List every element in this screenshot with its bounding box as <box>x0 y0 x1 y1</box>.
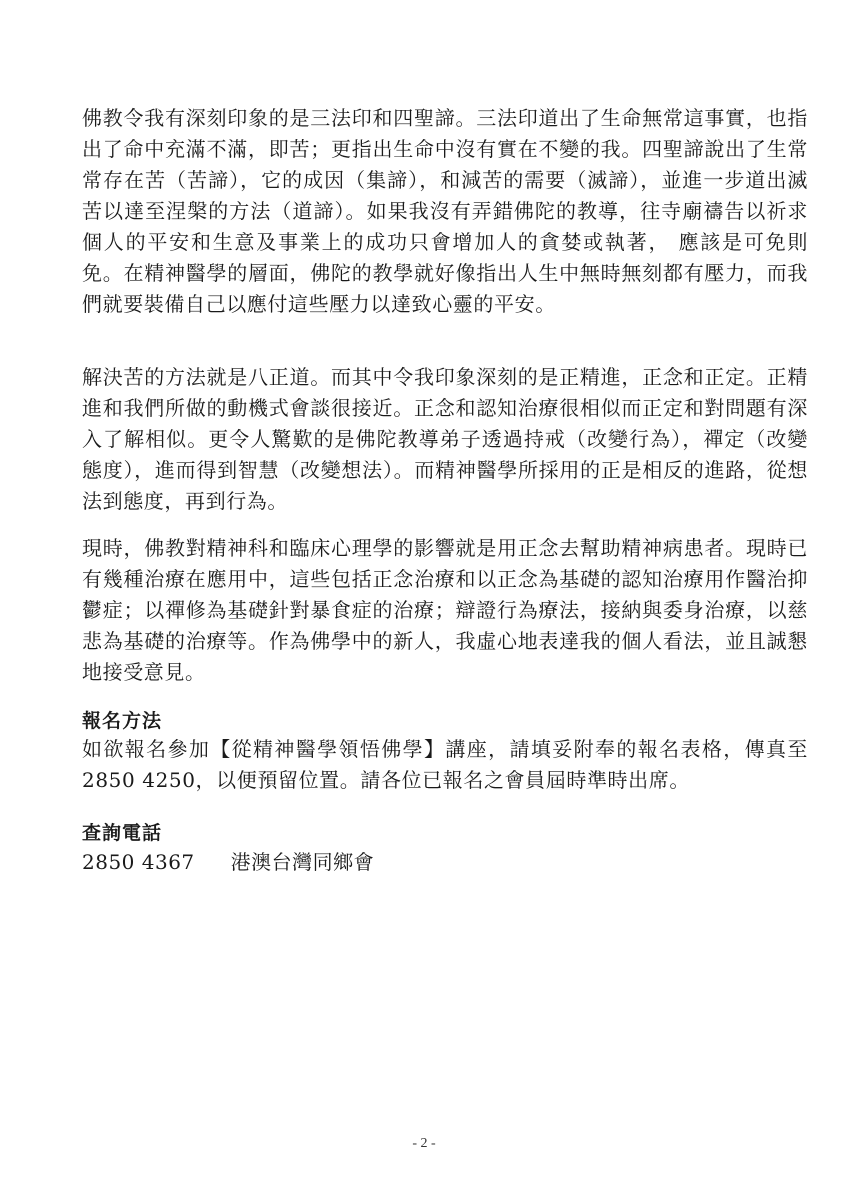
registration-body: 如欲報名參加【從精神醫學領悟佛學】講座，請填妥附奉的報名表格，傳真至2850 4250，以便預留位置。請各位已報名之會員屆時準時出席。 <box>82 737 808 792</box>
paragraph-eightfold-path: 解決苦的方法就是八正道。而其中令我印象深刻的是正精進，正念和正定。正精進和我們所做的動機式會談很接近。正念和認知治療很相似而正定和對問題有深入了解相似。更令人驚歎的是佛陀教導弟子透過持戒（改變行為），禪定（改變態度），進而得到智慧（改變想法）。而精神醫學所採用的正是相反的進路，從想法到態度，再到行為。 <box>82 365 808 513</box>
enquiry-heading: 查詢電話 <box>82 822 163 844</box>
enquiry-phone: 2850 4367 <box>82 850 195 874</box>
page-number: - 2 - <box>412 1136 436 1151</box>
enquiry-organization: 港澳台灣同鄉會 <box>230 850 375 874</box>
paragraph-three-seals-four-truths: 佛教令我有深刻印象的是三法印和四聖諦。三法印道出了生命無常這事實，也指出了命中充滿不滿，即苦；更指出生命中沒有實在不變的我。四聖諦說出了生常常存在苦（苦諦），它的成因（集諦），和減苦的需要（滅諦），並進一步道出滅苦以達至涅槃的方法（道諦）。如果我沒有弄錯佛陀的教導，往寺廟禱告以祈求個人的平安和生意及事業上的成功只會增加人的貪婪或執著， 應該是可免則免。在精神醫學的層面，佛陀的教學就好像指出人生中無時無刻都有壓力，而我們就要裝備自己以應付這些壓力以達致心靈的平安。 <box>82 106 808 316</box>
enquiry-contact-line <box>82 849 374 875</box>
registration-heading: 報名方法 <box>82 710 163 732</box>
paragraph-mindfulness-influence: 現時，佛教對精神科和臨床心理學的影響就是用正念去幫助精神病患者。現時已有幾種治療在應用中，這些包括正念治療和以正念為基礎的認知治療用作醫治抑鬱症；以禪修為基礎針對暴食症的治療；辯證行為療法，接納與委身治療，以慈悲為基礎的治療等。作為佛學中的新人，我虛心地表達我的個人看法，並且誠懇地接受意見。 <box>82 536 808 684</box>
